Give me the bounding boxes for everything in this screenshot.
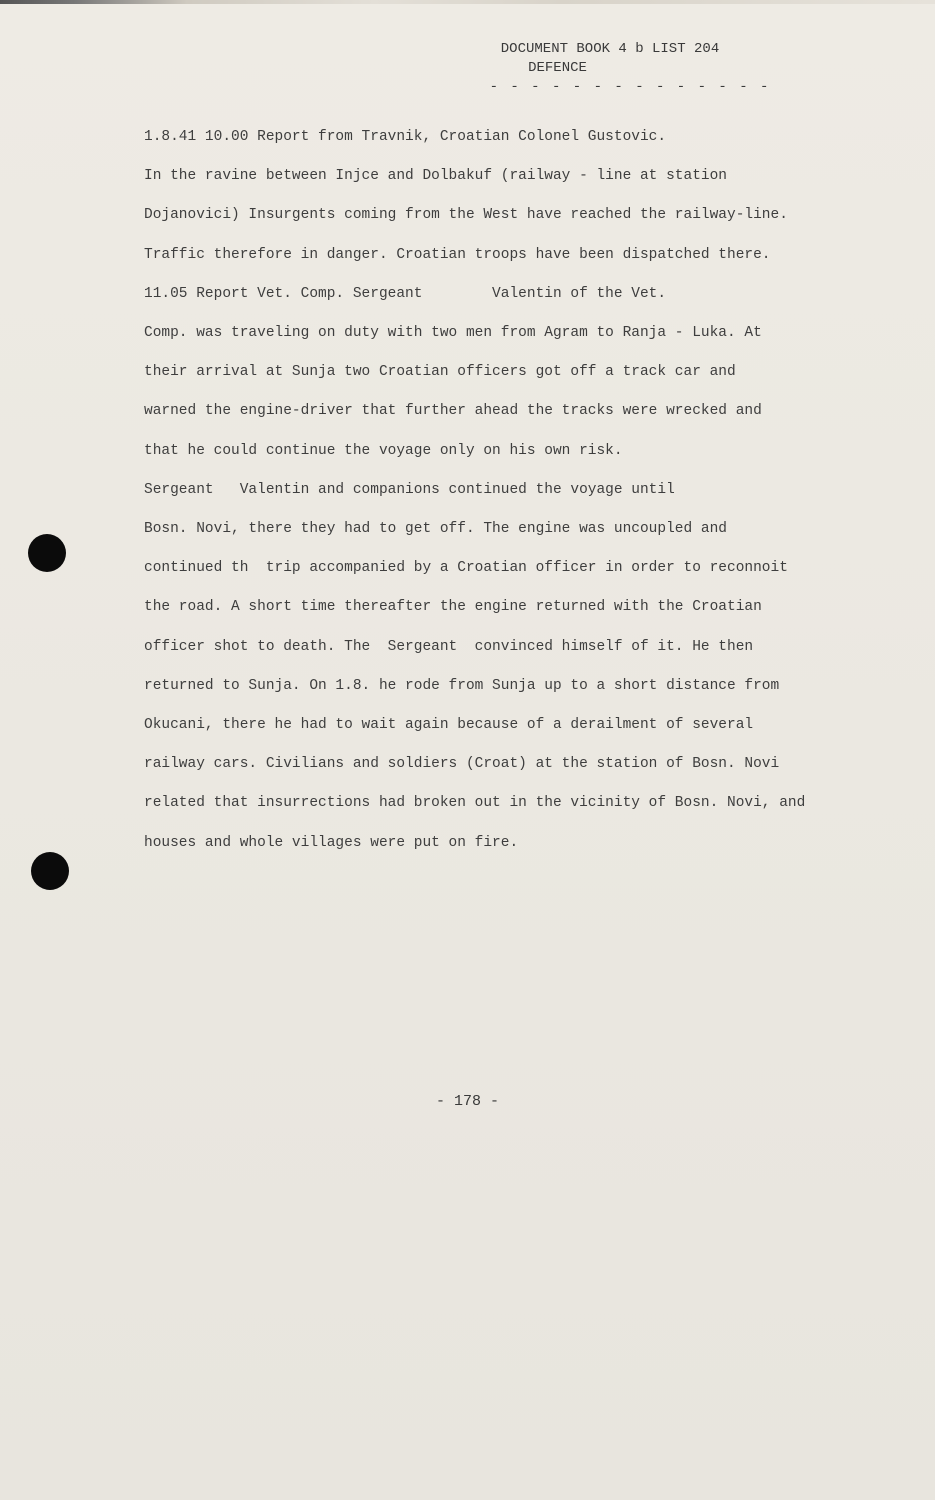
report-line: houses and whole villages were put on fire. — [144, 834, 519, 851]
punch-hole-lower — [31, 852, 69, 890]
page-number: - 178 - — [435, 1093, 499, 1110]
document-header — [440, 40, 780, 97]
punch-hole-upper — [28, 534, 66, 572]
report-line: In the ravine between Injce and Dolbakuf (railway - line at station — [144, 168, 727, 185]
document-subtitle: DEFENCE — [528, 60, 587, 76]
report-line: their arrival at Sunja two Croatian officers got off a track car and — [144, 364, 736, 381]
report-line: 1.8.41 10.00 Report from Travnik, Croatian Colonel Gustovic. — [144, 129, 667, 145]
top-edge-shadow — [0, 0, 935, 4]
report-line: railway cars. Civilians and soldiers (Croat) at the station of Bosn. Novi — [144, 756, 780, 773]
report-line: officer shot to death. The Sergeant convinced himself of it. He then — [144, 638, 754, 655]
report-line: returned to Sunja. On 1.8. he rode from Sunja up to a short distance from — [144, 677, 780, 694]
report-line: Traffic therefore in danger. Croatian troops have been dispatched there. — [144, 246, 771, 263]
report-line: Okucani, there he had to wait again because of a derailment of several — [144, 717, 754, 734]
report-line: Bosn. Novi, there they had to get off. The engine was uncoupled and — [144, 521, 727, 538]
document-title: DOCUMENT BOOK 4 b LIST 204 — [500, 41, 720, 57]
header-rule: - - - - - - - - - - - - - - — [489, 79, 771, 95]
report-line: that he could continue the voyage only on his own risk. — [144, 442, 623, 459]
report-line: related that insurrections had broken out in the vicinity of Bosn. Novi, and — [144, 795, 806, 812]
report-line: Comp. was traveling on duty with two men from Agram to Ranja - Luka. At — [144, 325, 762, 342]
report-line: 11.05 Report Vet. Comp. Sergeant Valentin of the Vet. — [144, 285, 667, 302]
report-line: Dojanovici) Insurgents coming from the West have reached the railway-line. — [144, 207, 788, 224]
report-line: the road. A short time thereafter the engine returned with the Croatian — [144, 599, 762, 616]
report-body — [144, 118, 884, 863]
report-line: warned the engine-driver that further ahead the tracks were wrecked and — [144, 403, 762, 420]
report-line: continued th trip accompanied by a Croatian officer in order to reconnoit — [144, 560, 788, 577]
report-line: Sergeant Valentin and companions continued the voyage until — [144, 481, 675, 498]
